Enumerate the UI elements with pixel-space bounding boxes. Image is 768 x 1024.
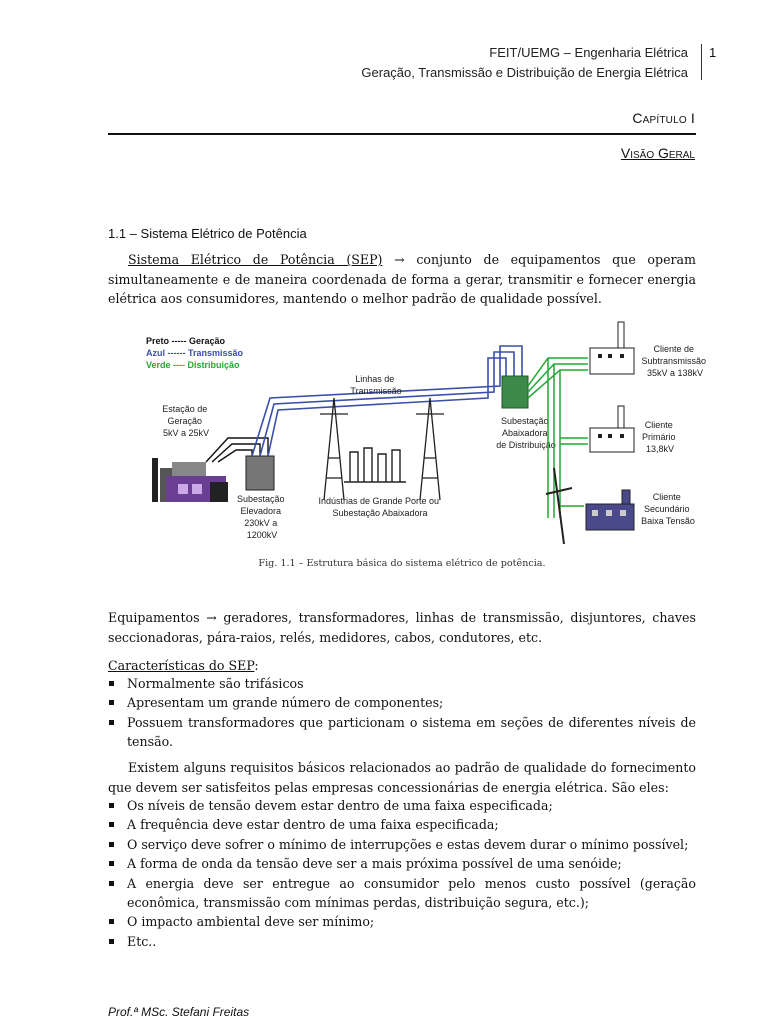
secondary-client-label: Cliente Secundário Baixa Tensão [641, 492, 695, 526]
step-down-transformer-icon [502, 376, 528, 408]
equipment-paragraph [108, 608, 696, 647]
legend-distribution: Verde ---- Distribuição [146, 360, 240, 370]
header-course: FEIT/UEMG – Engenharia Elétrica [489, 45, 688, 60]
legend-transmission: Azul ------ Transmissão [146, 348, 244, 358]
characteristics-colon: : [254, 658, 259, 673]
figure-caption: Fig. 1.1 – Estrutura básica do sistema elétrico de potência. [258, 558, 546, 569]
generation-label: Estação de Geração 5kV a 25kV [162, 404, 210, 438]
step-up-label: Subestação Elevadora 230kV a 1200kV [236, 494, 285, 540]
header-divider [701, 44, 702, 80]
intro-text: conjunto de equipamentos que operam simultaneamente e de maneira coordenada de forma a gerar, transmitir e fornecer energia elétrica aos consumidores, mantendo o melhor padrão de qualidade possível. [108, 252, 696, 307]
transmission-tower-icon [320, 398, 348, 500]
page-number: 1 [709, 45, 717, 60]
industry-icon [344, 448, 406, 482]
intro-paragraph [108, 250, 696, 309]
section-heading: 1.1 – Sistema Elétrico de Potência [108, 226, 307, 241]
header-subject: Geração, Transmissão e Distribuição de Energia Elétrica [361, 65, 688, 80]
requirements-list [108, 796, 696, 951]
characteristics-heading [108, 656, 696, 676]
chapter-subtitle: Visão Geral [620, 145, 695, 161]
transmission-lines [252, 346, 522, 456]
running-header [361, 43, 688, 83]
list-item: Os níveis de tensão devem estar dentro de uma faixa especificada; [108, 796, 696, 815]
requirements-intro: Existem alguns requisitos básicos relacionados ao padrão de qualidade do fornecimento que devem ser satisfeitos pelas empresas concessionárias de energia elétrica. São eles: [108, 760, 696, 795]
list-item: Normalmente são trifásicos [108, 674, 696, 693]
list-item: O serviço deve sofrer o mínimo de interrupções e estas devem durar o mínimo possível; [108, 835, 696, 854]
intro-term: Sistema Elétrico de Potência (SEP) [128, 252, 383, 267]
step-down-label: Subestação Abaixadora de Distribuição [496, 416, 556, 450]
transmission-label: Linhas de Transmissão [350, 374, 402, 396]
legend-generation: Preto ----- Geração [146, 336, 226, 346]
transmission-tower-icon [416, 398, 444, 500]
subtransmission-client-icon [590, 322, 634, 374]
list-item: Possuem transformadores que particionam o sistema em seções de diferentes níveis de tensão. [108, 713, 696, 752]
list-item: Apresentam um grande número de componentes; [108, 693, 696, 712]
intro-arrow: → [394, 252, 405, 267]
equipment-arrow: → [206, 610, 217, 625]
step-up-transformer-icon [246, 456, 274, 490]
primary-client-label: Cliente Primário 13,8kV [641, 420, 676, 454]
chapter-rule [108, 133, 696, 135]
subtransmission-client-label: Cliente de Subtransmissão 35kV a 138kV [641, 344, 707, 378]
list-item: Etc.. [108, 932, 696, 951]
generation-station-icon [152, 458, 228, 502]
primary-client-icon [590, 406, 634, 452]
equipment-label: Equipamentos [108, 610, 200, 625]
industry-label: Indústrias de Grande Porte ou Subestação Abaixadora [318, 496, 440, 518]
footer-author: Prof.ª MSc. Stefani Freitas [108, 1005, 250, 1019]
equipment-text: geradores, transformadores, linhas de transmissão, disjuntores, chaves seccionadoras, pára-raios, relés, medidores, cabos, condutores, etc. [108, 610, 696, 645]
secondary-client-icon [586, 490, 634, 530]
characteristics-title: Características do SEP [108, 658, 255, 673]
list-item: A forma de onda da tensão deve ser a mais próxima possível de uma senóide; [108, 854, 696, 873]
list-item: O impacto ambiental deve ser mínimo; [108, 912, 696, 931]
power-system-diagram [128, 318, 718, 550]
list-item: A energia deve ser entregue ao consumidor pelo menos custo possível (geração econômica, transmissão com mínimas perdas, distribuição segura, etc.); [108, 874, 696, 913]
characteristics-list [108, 674, 696, 752]
list-item: A frequência deve estar dentro de uma faixa especificada; [108, 815, 696, 834]
chapter-title: Capítulo I [632, 110, 695, 126]
